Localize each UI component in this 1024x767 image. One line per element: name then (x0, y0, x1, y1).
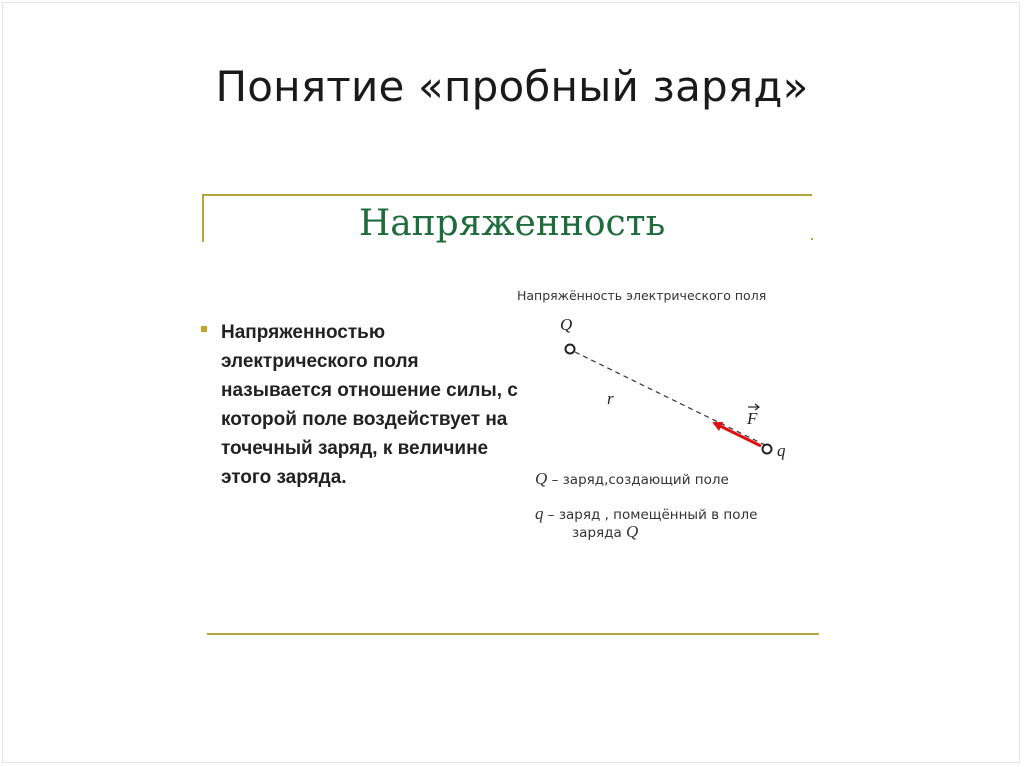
legend-test-text-line2: заряда (572, 525, 627, 541)
source-charge-dot (566, 345, 575, 354)
field-strength-diagram (517, 306, 842, 466)
force-label: F (747, 409, 758, 428)
legend-test-line2-symbol: Q (626, 522, 639, 541)
test-charge-label: q (777, 441, 786, 460)
distance-dashed-line (575, 352, 767, 446)
legend-test-symbol: q (535, 504, 544, 523)
legend-source-text: – заряд,создающий поле (547, 472, 729, 488)
legend-test-text: – заряд , помещённый в поле (543, 507, 758, 523)
definition-text: Напряженностью электрического поля называется отношение силы, с которой поле воздействует на точечный заряд, к величине этого заряда. (221, 322, 518, 488)
legend-test-charge (535, 504, 757, 524)
legend-source-symbol: Q (535, 469, 548, 488)
distance-label: r (607, 389, 614, 408)
diagram-caption: Напряжённость электрического поля (517, 288, 767, 303)
section-heading: Напряженность (358, 203, 666, 244)
top-rule (202, 194, 812, 196)
slide-title: Понятие «пробный заряд» (215, 62, 809, 111)
legend-source-charge (535, 469, 729, 489)
source-charge-label: Q (560, 315, 573, 334)
test-charge-dot (763, 445, 772, 454)
bullet-marker (201, 326, 207, 332)
legend-test-charge-line2 (572, 522, 638, 542)
bottom-rule (207, 633, 819, 635)
embedded-slide-image (197, 188, 842, 648)
